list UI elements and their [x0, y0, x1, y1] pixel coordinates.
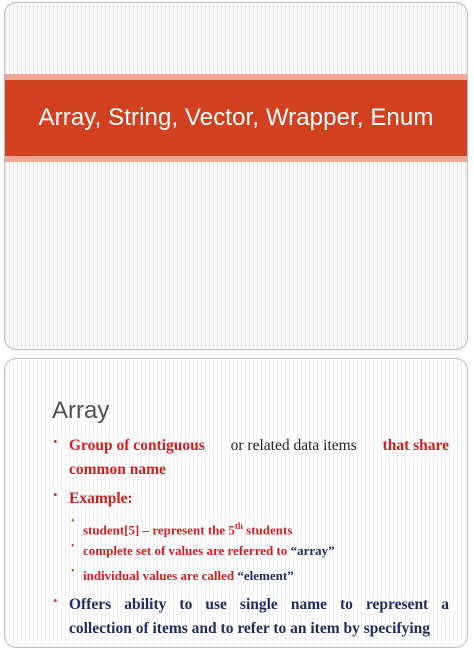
sub-bullet-part: student[5] – represent the 5: [83, 522, 235, 538]
bullet-line: Offers ability to use single name to represent a: [69, 596, 449, 613]
sub-bullet-text: [83, 541, 335, 561]
content-slide: [4, 358, 468, 648]
bullet-text-highlight: common name: [69, 461, 166, 478]
bullet-text: Example:: [69, 490, 133, 507]
bullet-item: [53, 487, 133, 511]
sub-bullet-item: [71, 566, 294, 586]
bullet-text-highlight: Group of contiguous: [69, 437, 205, 454]
bullet-icon: •: [53, 593, 58, 608]
bullet-item: [53, 593, 449, 641]
slide-heading: Array: [52, 397, 110, 424]
sub-bullet-part: students: [242, 522, 293, 538]
sub-bullet-part: “element”: [237, 568, 294, 583]
bullet-icon: •: [71, 566, 75, 577]
bullet-item: [53, 434, 449, 482]
title-bar: [5, 80, 467, 156]
slide-title: Array, String, Vector, Wrapper, Enum: [38, 104, 434, 131]
bullet-line: [69, 434, 449, 458]
bullet-text: [69, 593, 449, 641]
bullet-icon: •: [53, 487, 58, 502]
title-slide: [4, 2, 468, 350]
sub-bullet-part: “array”: [290, 543, 335, 558]
bullet-text-highlight: that share: [382, 437, 449, 454]
bullet-text-plain: or related data items: [226, 437, 361, 454]
bullet-icon: •: [53, 434, 58, 449]
sub-bullet-item: [71, 541, 335, 561]
sub-bullet-text: [83, 566, 294, 586]
sub-bullet-item: [71, 516, 292, 540]
bullet-icon: •: [71, 541, 75, 552]
bullet-icon: •: [71, 516, 75, 527]
sub-bullet-text: [83, 516, 292, 540]
bullet-line: collection of items and to refer to an item by specifying: [69, 620, 431, 637]
sub-bullet-part: individual values are called: [83, 568, 238, 583]
title-band-bottom: [5, 156, 467, 162]
superscript: th: [234, 521, 243, 531]
sub-bullet-part: complete set of values are referred to: [83, 543, 291, 558]
bullet-text: [69, 434, 449, 482]
